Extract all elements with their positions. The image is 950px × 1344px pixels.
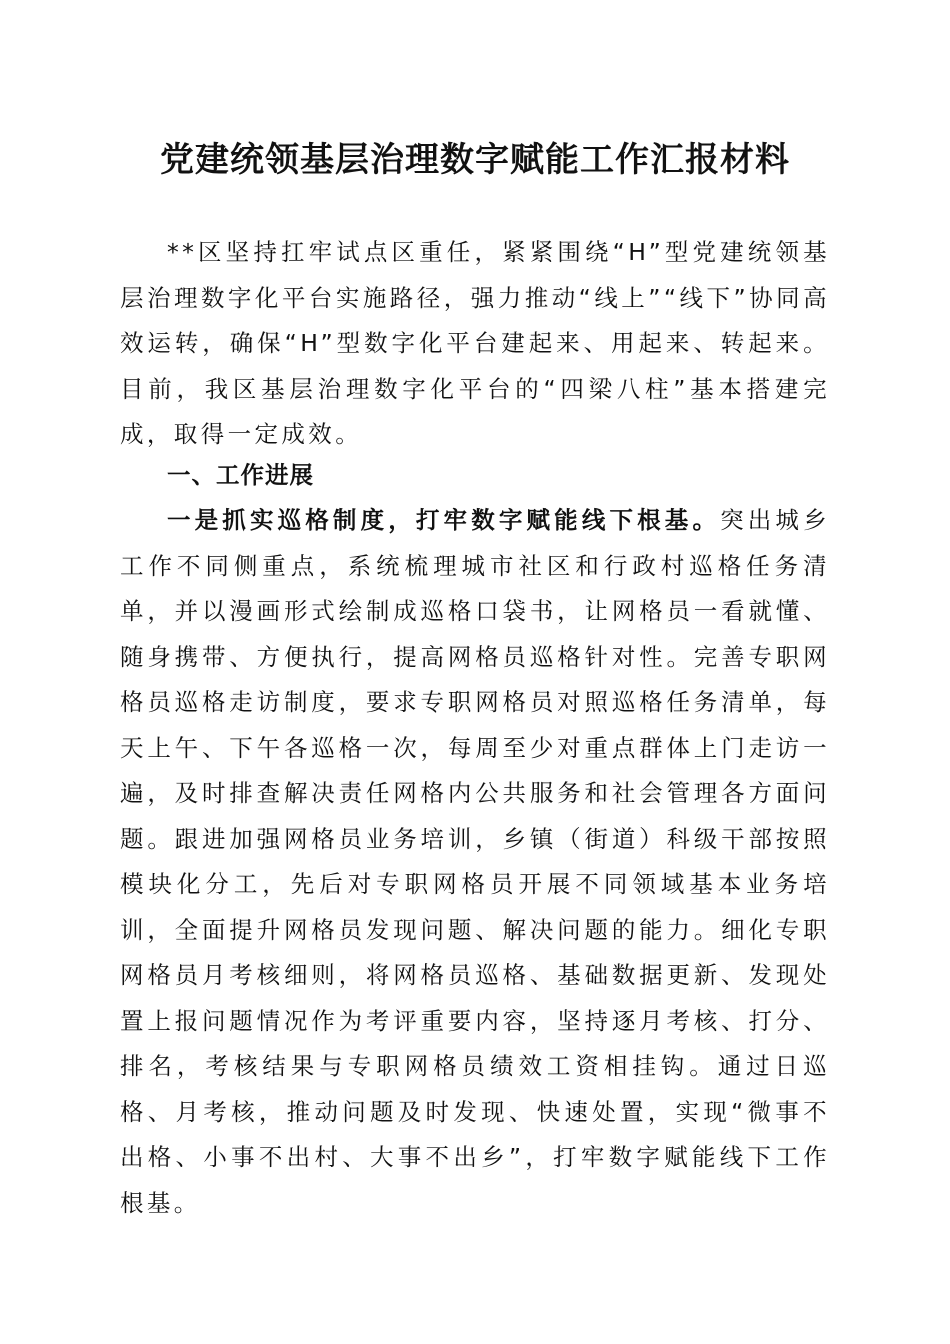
intro-paragraph: **区坚持扛牢试点区重任，紧紧围绕“H”型党建统领基层治理数字化平台实施路径，强力推动“线上”“线下”协同高效运转，确保“H”型数字化平台建起来、用起来、转起来。目前，我区基层治理数字化平台的“四梁八柱”基本搭建完成，取得一定成效。	[120, 238, 830, 448]
section-heading: 一、工作进展	[167, 461, 314, 489]
section-paragraph	[120, 498, 830, 1226]
document-title: 党建统领基层治理数字赋能工作汇报材料	[160, 140, 790, 180]
section-lead-sentence: 一是抓实巡格制度，打牢数字赋能线下根基。	[167, 506, 721, 534]
section-body-text: 突出城乡工作不同侧重点，系统梳理城市社区和行政村巡格任务清单，并以漫画形式绘制成巡格口袋书，让网格员一看就懂、随身携带、方便执行，提高网格员巡格针对性。完善专职网格员巡格走访制度，要求专职网格员对照巡格任务清单，每天上午、下午各巡格一次，每周至少对重点群体上门走访一遍，及时排查解决责任网格内公共服务和社会管理各方面问题。跟进加强网格员业务培训，乡镇（街道）科级干部按照模块化分工，先后对专职网格员开展不同领域基本业务培训，全面提升网格员发现问题、解决问题的能力。细化专职网格员月考核细则，将网格员巡格、基础数据更新、发现处置上报问题情况作为考评重要内容，坚持逐月考核、打分、排名，考核结果与专职网格员绩效工资相挂钩。通过日巡格、月考核，推动问题及时发现、快速处置，实现“微事不出格、小事不出村、大事不出乡”，打牢数字赋能线下工作根基。	[120, 506, 830, 1217]
